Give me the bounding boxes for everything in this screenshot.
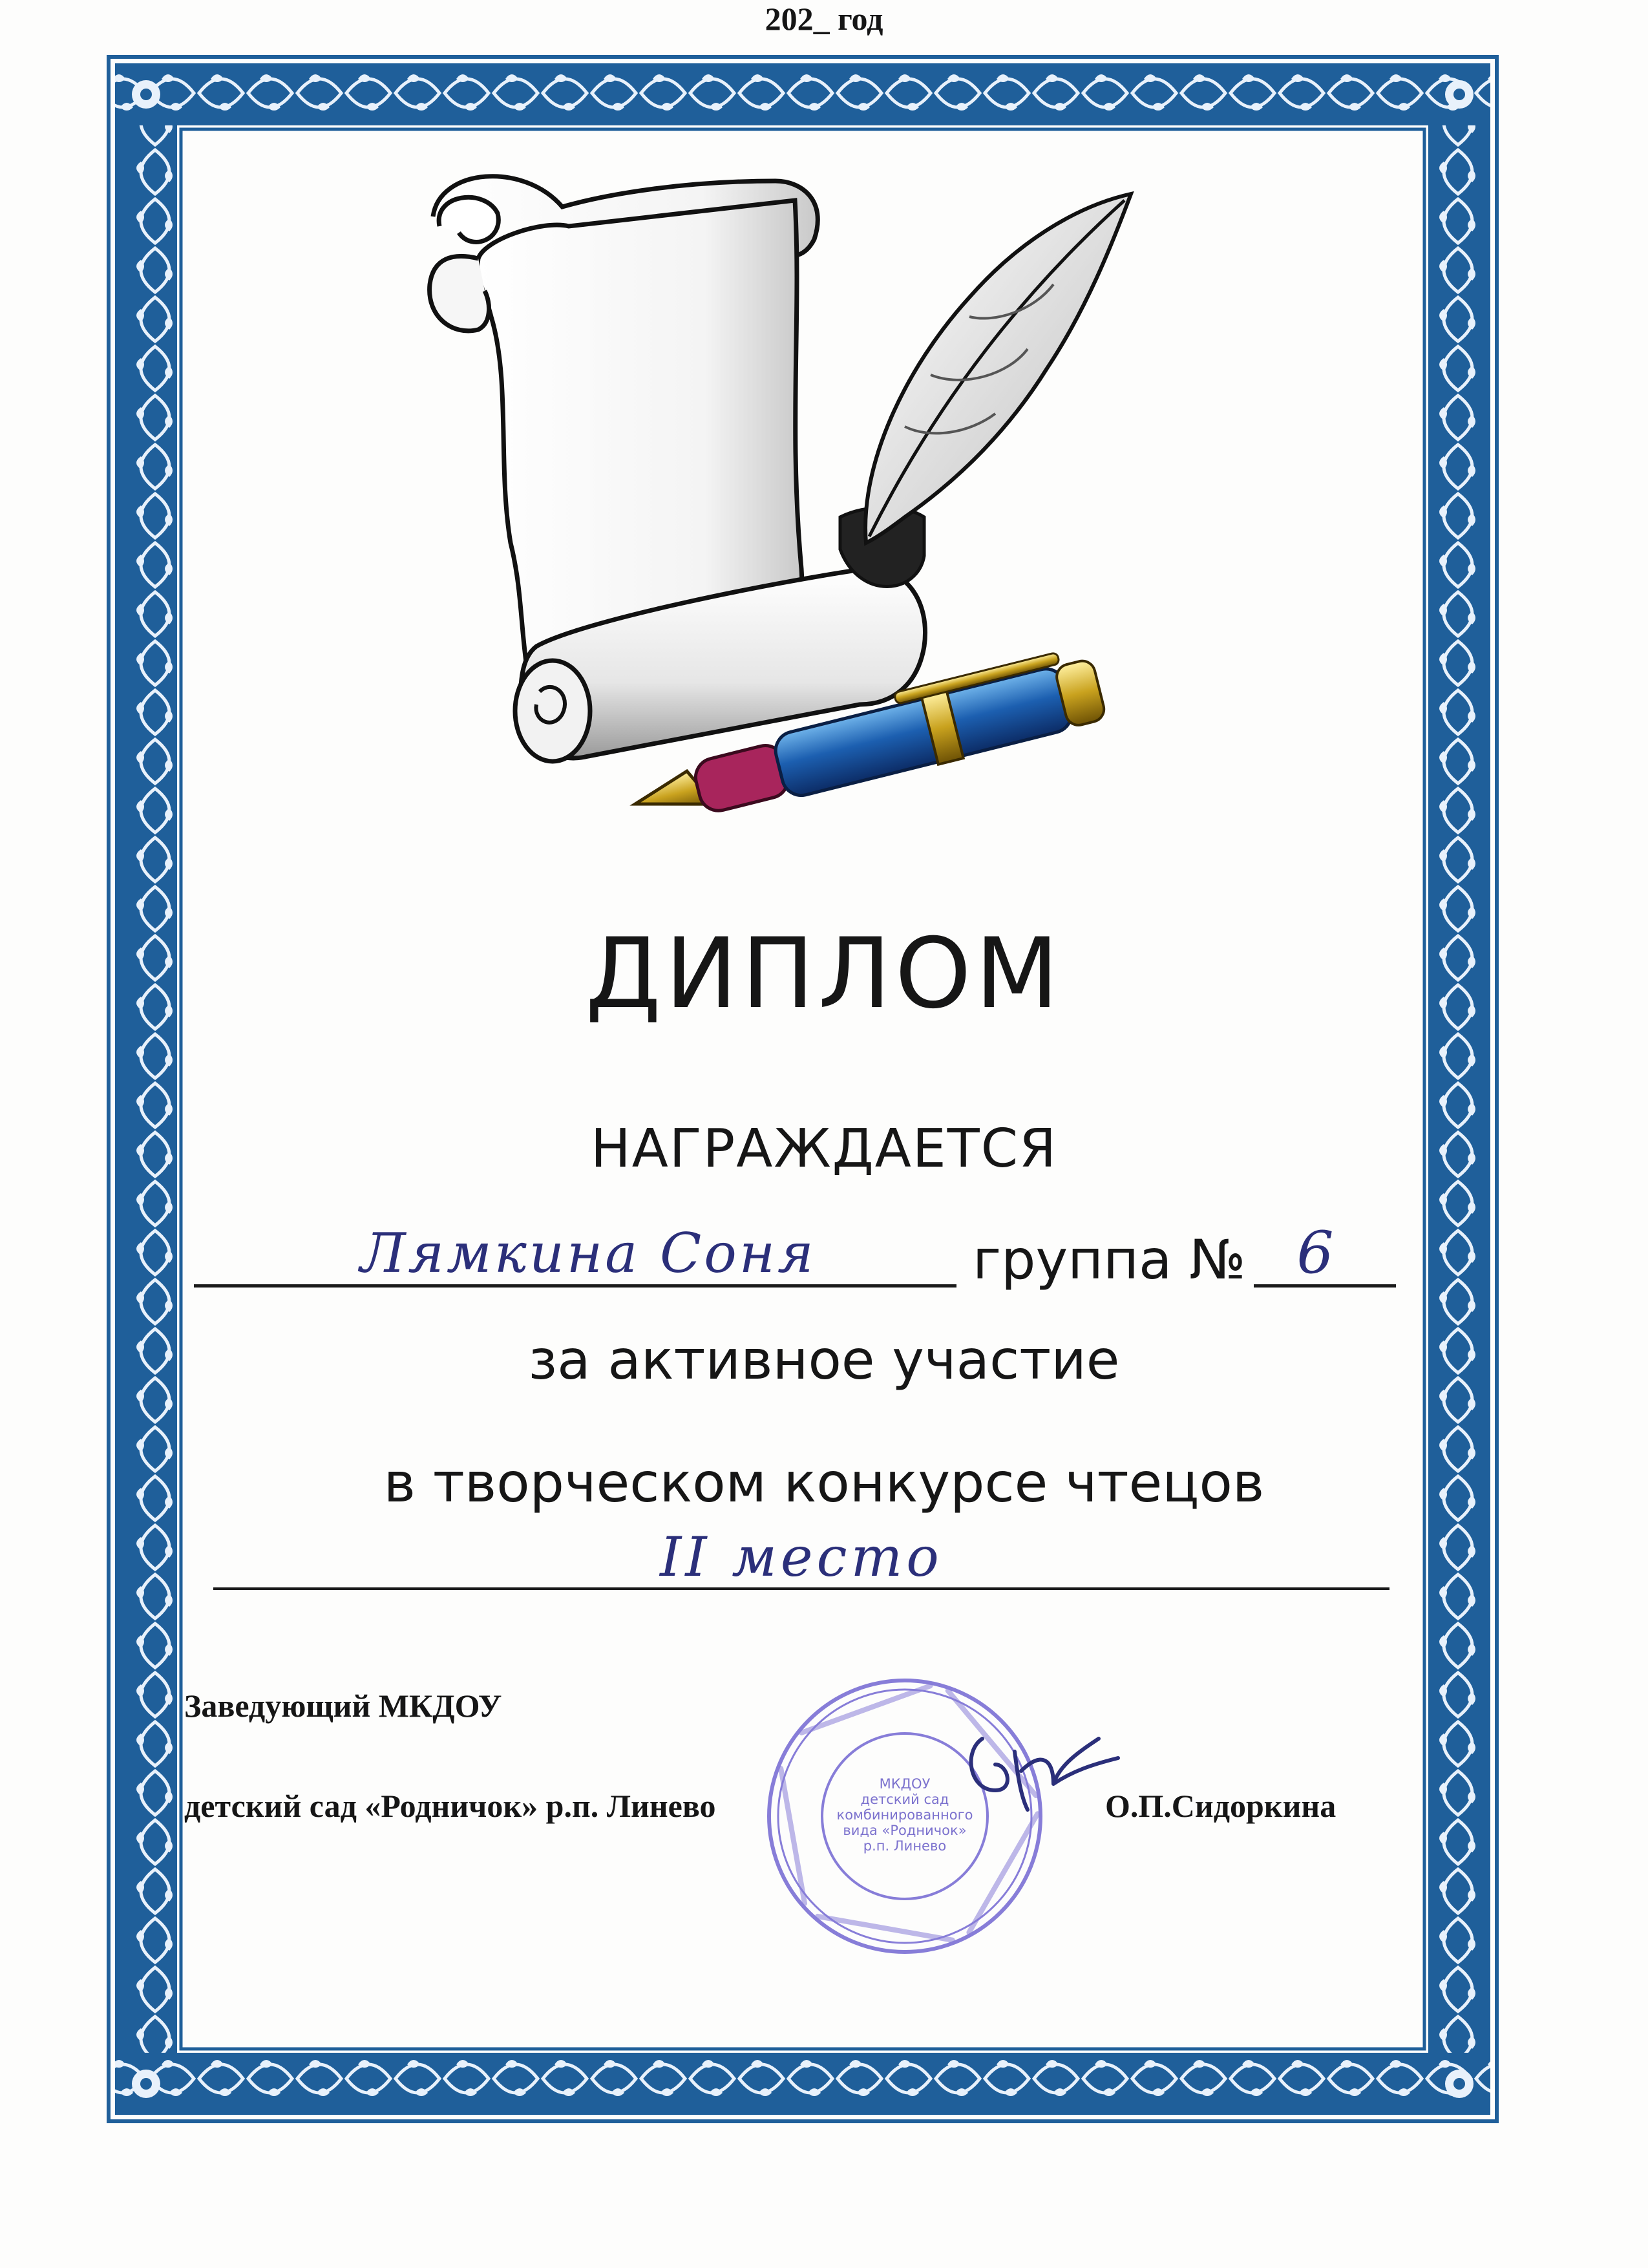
director-title: Заведующий МКДОУ (184, 1688, 502, 1724)
reason-line-1: за активное участие (528, 1328, 1120, 1392)
place-handwritten: II место (660, 1525, 943, 1589)
signatory-name: О.П.Сидоркина (1105, 1788, 1336, 1824)
recipient-row (194, 1219, 1396, 1299)
place-row (213, 1525, 1389, 1596)
diploma-title: ДИПЛОМ (585, 918, 1063, 1030)
stamp-line: МКДОУ (879, 1776, 931, 1792)
organization-name: детский сад «Родничок» р.п. Линево (184, 1788, 716, 1824)
recipient-name-handwritten: Лямкина Соня (360, 1222, 816, 1285)
year-line: 202_ год (765, 1, 883, 37)
stamp-line: р.п. Линево (863, 1838, 947, 1854)
scroll-and-quill-pen-icon (414, 155, 1150, 879)
group-label: группа № (973, 1228, 1246, 1291)
stamp-line: вида «Родничок» (843, 1823, 967, 1838)
awarded-heading: НАГРАЖДАЕТСЯ (591, 1118, 1057, 1180)
stamp-line: комбинированного (836, 1807, 973, 1823)
stamp-line: детский сад (860, 1792, 949, 1807)
handwritten-signature-icon (956, 1713, 1125, 1823)
reason-line-2: в творческом конкурсе чтецов (383, 1451, 1265, 1514)
group-number-handwritten: 6 (1296, 1219, 1334, 1287)
